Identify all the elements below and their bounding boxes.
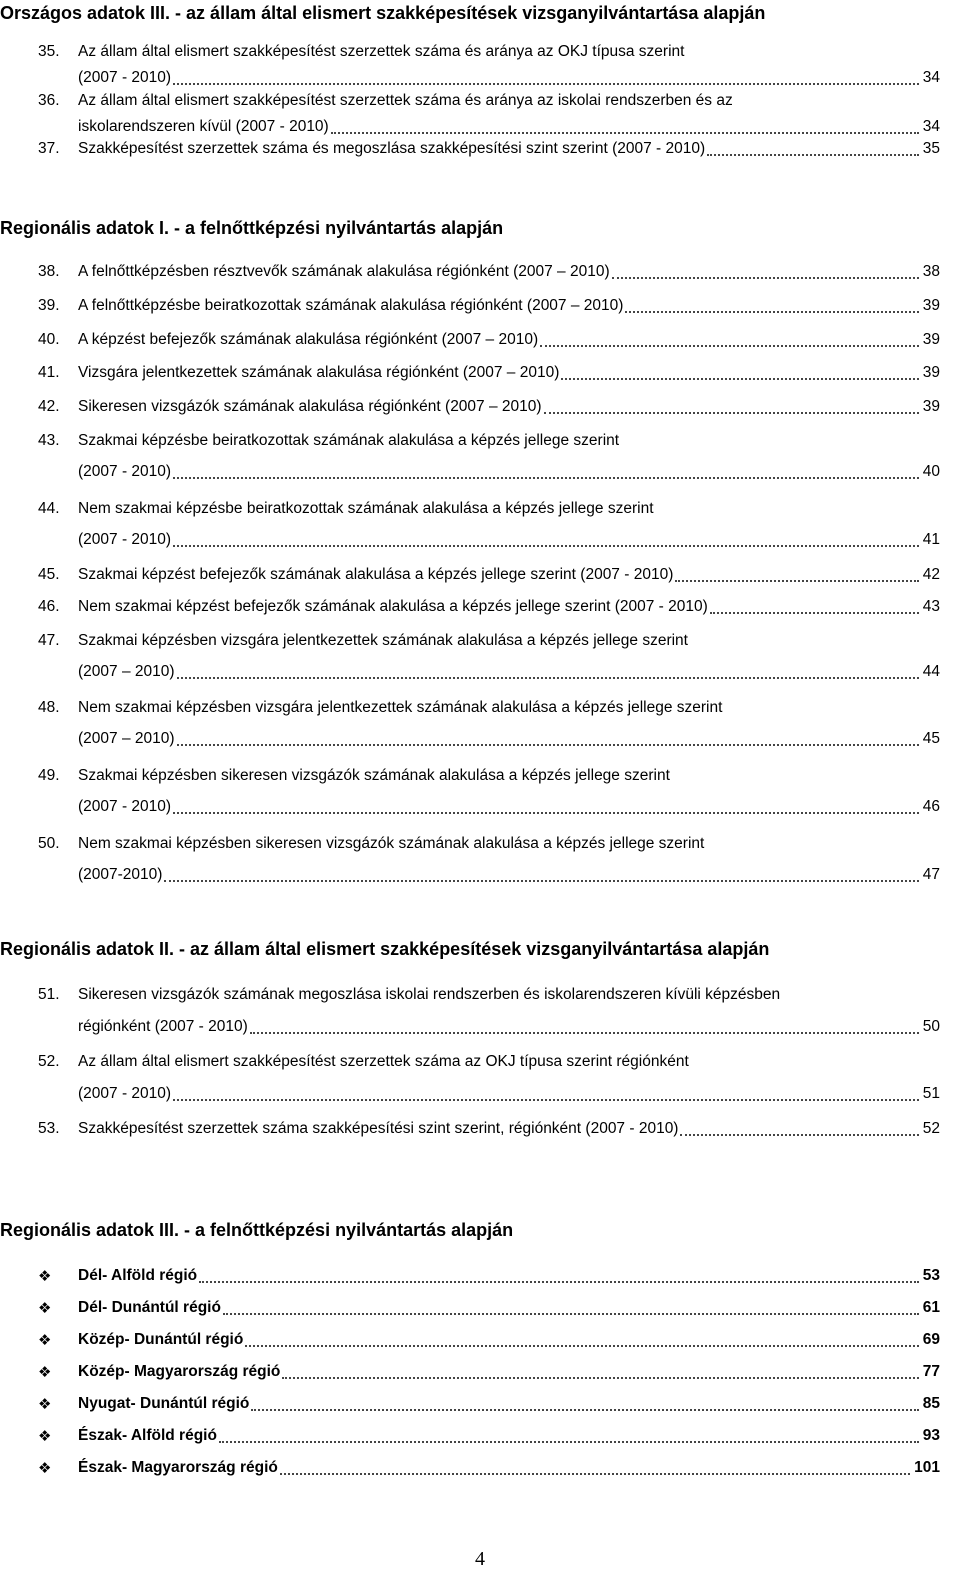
section-heading: Regionális adatok I. - a felnőttképzési nyilvántartás alapján — [0, 218, 504, 238]
page-ref: 44 — [922, 663, 940, 680]
entry-line — [78, 432, 940, 450]
section-heading: Országos adatok III. - az állam által elismert szakképesítések vizsganyilvántartása alapján — [0, 3, 766, 23]
dot-leader — [280, 1472, 910, 1475]
dot-leader — [544, 411, 919, 414]
dot-leader — [173, 476, 919, 479]
page-ref: 47 — [922, 866, 940, 883]
four-diamond-bullet-icon: ❖ — [38, 1396, 52, 1413]
region-line — [78, 1363, 940, 1381]
entry-title: Szakképesítést szerzettek száma szakképesítési szint szerint, régiónként (2007 - 2010) — [78, 1120, 679, 1137]
region-line — [78, 1459, 940, 1477]
entry-line — [78, 730, 940, 748]
entry-title: Szakmai képzésben vizsgára jelentkezettek számának alakulása a képzés jellege szerint — [78, 632, 688, 649]
entry-line — [78, 835, 940, 853]
section-heading: Regionális adatok II. - az állam által elismert szakképesítések vizsganyilvántartása alapján — [0, 939, 770, 959]
four-diamond-bullet-icon: ❖ — [38, 1428, 52, 1445]
entry-title: (2007 - 2010) — [78, 1085, 172, 1102]
region-label: Nyugat- Dunántúl régió — [78, 1395, 250, 1412]
dot-leader — [173, 811, 919, 814]
dot-leader — [173, 544, 919, 547]
page-ref: 35 — [922, 140, 940, 157]
dot-leader — [199, 1280, 919, 1283]
page-number: 4 — [475, 1548, 485, 1570]
entry-line — [78, 531, 940, 549]
page-ref: 43 — [922, 598, 940, 615]
page-ref: 85 — [922, 1395, 940, 1412]
dot-leader — [251, 1408, 918, 1411]
entry-line — [78, 598, 940, 616]
entry-line — [78, 140, 940, 158]
region-label: Észak- Magyarország régió — [78, 1459, 278, 1476]
entry-number: 37. — [38, 140, 60, 157]
entry-line — [78, 69, 940, 87]
entry-title: (2007 - 2010) — [78, 463, 172, 480]
dot-leader — [540, 344, 919, 347]
entry-line — [78, 866, 940, 884]
entry-number: 42. — [38, 398, 60, 415]
entry-line — [78, 767, 940, 785]
region-line — [78, 1299, 940, 1317]
dot-leader — [710, 611, 919, 614]
entry-number: 46. — [38, 598, 60, 615]
entry-title: iskolarendszeren kívül (2007 - 2010) — [78, 118, 329, 135]
entry-title: Nem szakmai képzésben sikeresen vizsgázók számának alakulása a képzés jellege szerint — [78, 835, 705, 852]
four-diamond-bullet-icon: ❖ — [38, 1364, 52, 1381]
page-ref: 38 — [922, 263, 940, 280]
entry-title: Szakmai képzésben sikeresen vizsgázók számának alakulása a képzés jellege szerint — [78, 767, 670, 784]
entry-number: 43. — [38, 432, 60, 449]
page-ref: 51 — [922, 1085, 940, 1102]
page-ref: 46 — [922, 798, 940, 815]
entry-number: 35. — [38, 43, 60, 60]
entry-number: 41. — [38, 364, 60, 381]
region-label: Közép- Magyarország régió — [78, 1363, 281, 1380]
dot-leader — [707, 153, 919, 156]
dot-leader — [680, 1133, 918, 1136]
entry-line — [78, 1120, 940, 1138]
dot-leader — [219, 1440, 919, 1443]
dot-leader — [612, 276, 919, 279]
page-ref: 34 — [922, 69, 940, 86]
entry-line — [78, 398, 940, 416]
page-ref: 40 — [922, 463, 940, 480]
entry-number: 52. — [38, 1053, 60, 1070]
entry-line — [78, 297, 940, 315]
entry-title: Vizsgára jelentkezettek számának alakulása régiónként (2007 – 2010) — [78, 364, 560, 381]
dot-leader — [561, 377, 918, 380]
entry-number: 50. — [38, 835, 60, 852]
entry-line — [78, 798, 940, 816]
region-line — [78, 1331, 940, 1349]
entry-line — [78, 1053, 940, 1071]
four-diamond-bullet-icon: ❖ — [38, 1300, 52, 1317]
region-line — [78, 1395, 940, 1413]
page-ref: 39 — [922, 364, 940, 381]
entry-line — [78, 1018, 940, 1036]
page-ref: 41 — [922, 531, 940, 548]
entry-number: 45. — [38, 566, 60, 583]
four-diamond-bullet-icon: ❖ — [38, 1460, 52, 1477]
entry-line — [78, 43, 940, 61]
dot-leader — [223, 1312, 919, 1315]
entry-number: 38. — [38, 263, 60, 280]
entry-title: (2007-2010) — [78, 866, 163, 883]
region-label: Dél- Alföld régió — [78, 1267, 198, 1284]
entry-line — [78, 263, 940, 281]
dot-leader — [625, 310, 918, 313]
dot-leader — [675, 579, 918, 582]
entry-number: 53. — [38, 1120, 60, 1137]
entry-title: Nem szakmai képzésben vizsgára jelentkezettek számának alakulása a képzés jellege szerint — [78, 699, 723, 716]
entry-line — [78, 663, 940, 681]
four-diamond-bullet-icon: ❖ — [38, 1332, 52, 1349]
dot-leader — [250, 1031, 919, 1034]
entry-title: A felnőttképzésben résztvevők számának alakulása régiónként (2007 – 2010) — [78, 263, 610, 280]
entry-line — [78, 699, 940, 717]
entry-number: 36. — [38, 92, 60, 109]
dot-leader — [331, 131, 919, 134]
entry-line — [78, 463, 940, 481]
entry-number: 48. — [38, 699, 60, 716]
entry-title: (2007 – 2010) — [78, 663, 175, 680]
entry-line — [78, 364, 940, 382]
section-heading: Regionális adatok III. - a felnőttképzési nyilvántartás alapján — [0, 1220, 514, 1240]
entry-number: 51. — [38, 986, 60, 1003]
entry-number: 47. — [38, 632, 60, 649]
page-ref: 93 — [922, 1427, 940, 1444]
dot-leader — [245, 1344, 918, 1347]
entry-title: Sikeresen vizsgázók számának alakulása régiónként (2007 – 2010) — [78, 398, 542, 415]
entry-line — [78, 1085, 940, 1103]
dot-leader — [173, 82, 919, 85]
page-ref: 101 — [914, 1459, 940, 1476]
entry-title: Szakmai képzést befejezők számának alakulása a képzés jellege szerint (2007 - 2010) — [78, 566, 674, 583]
entry-title: Nem szakmai képzést befejezők számának alakulása a képzés jellege szerint (2007 - 2010) — [78, 598, 708, 615]
entry-title: Szakképesítést szerzettek száma és megoszlása szakképesítési szint szerint (2007 - 2010) — [78, 140, 706, 157]
entry-line — [78, 118, 940, 136]
entry-title: Nem szakmai képzésbe beiratkozottak számának alakulása a képzés jellege szerint — [78, 500, 654, 517]
page-ref: 69 — [922, 1331, 940, 1348]
dot-leader — [282, 1376, 918, 1379]
four-diamond-bullet-icon: ❖ — [38, 1268, 52, 1285]
entry-title: Szakmai képzésbe beiratkozottak számának alakulása a képzés jellege szerint — [78, 432, 620, 449]
dot-leader — [177, 743, 919, 746]
entry-title: Az állam által elismert szakképesítést szerzettek száma és aránya az iskolai rendszerben és az — [78, 92, 733, 109]
entry-title: Sikeresen vizsgázók számának megoszlása iskolai rendszerben és iskolarendszeren kívüli képzésben — [78, 986, 781, 1003]
entry-number: 44. — [38, 500, 60, 517]
page-ref: 61 — [922, 1299, 940, 1316]
region-line — [78, 1427, 940, 1445]
entry-line — [78, 331, 940, 349]
dot-leader — [164, 879, 918, 882]
entry-line — [78, 500, 940, 518]
entry-line — [78, 566, 940, 584]
entry-number: 40. — [38, 331, 60, 348]
region-label: Közép- Dunántúl régió — [78, 1331, 244, 1348]
entry-title: A képzést befejezők számának alakulása régiónként (2007 – 2010) — [78, 331, 539, 348]
entry-title: (2007 - 2010) — [78, 798, 172, 815]
page-ref: 39 — [922, 398, 940, 415]
region-label: Dél- Dunántúl régió — [78, 1299, 221, 1316]
entry-title: Az állam által elismert szakképesítést szerzettek száma az OKJ típusa szerint régiónként — [78, 1053, 689, 1070]
page-ref: 39 — [922, 331, 940, 348]
entry-title: A felnőttképzésbe beiratkozottak számának alakulása régiónként (2007 – 2010) — [78, 297, 624, 314]
page-ref: 45 — [922, 730, 940, 747]
entry-number: 49. — [38, 767, 60, 784]
page-ref: 39 — [922, 297, 940, 314]
dot-leader — [173, 1098, 919, 1101]
page-ref: 53 — [922, 1267, 940, 1284]
page-ref: 52 — [922, 1120, 940, 1137]
region-line — [78, 1267, 940, 1285]
entry-line — [78, 92, 940, 110]
page-ref: 50 — [922, 1018, 940, 1035]
page-ref: 42 — [922, 566, 940, 583]
entry-number: 39. — [38, 297, 60, 314]
entry-title: (2007 – 2010) — [78, 730, 175, 747]
region-label: Észak- Alföld régió — [78, 1427, 217, 1444]
entry-title: régiónként (2007 - 2010) — [78, 1018, 248, 1035]
page-ref: 77 — [922, 1363, 940, 1380]
page-ref: 34 — [922, 118, 940, 135]
entry-line — [78, 632, 940, 650]
dot-leader — [177, 676, 919, 679]
entry-line — [78, 986, 940, 1004]
entry-title: (2007 - 2010) — [78, 69, 172, 86]
entry-title: Az állam által elismert szakképesítést szerzettek száma és aránya az OKJ típusa szerint — [78, 43, 685, 60]
entry-title: (2007 - 2010) — [78, 531, 172, 548]
